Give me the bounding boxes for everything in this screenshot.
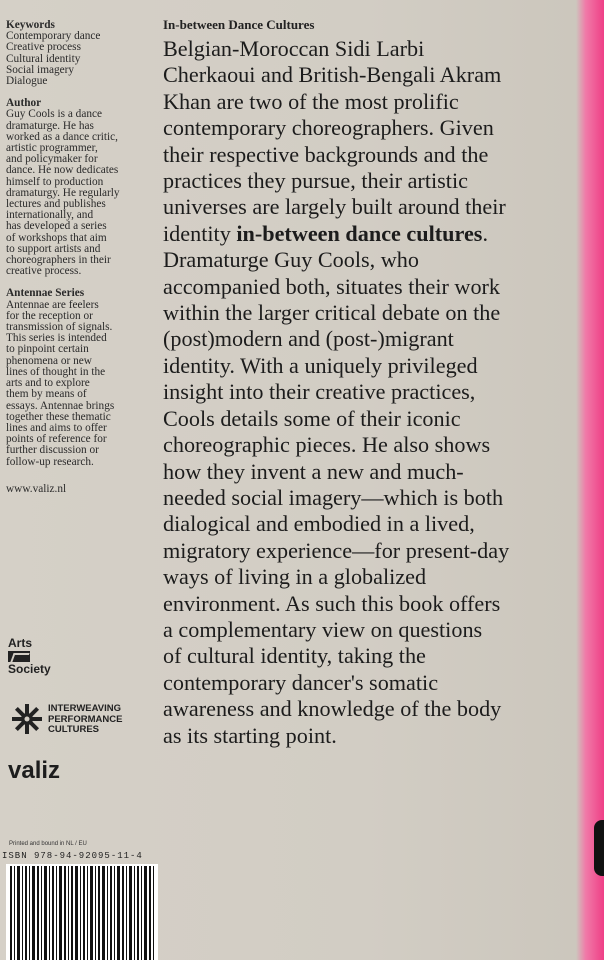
blurb-line: contemporary choreographers. Given bbox=[163, 115, 494, 141]
blurb-line: as its starting point. bbox=[163, 722, 337, 748]
blurb-line: migratory experience—for present-day bbox=[163, 537, 510, 563]
author-line: to support artists and bbox=[6, 242, 101, 255]
keyword: Creative process bbox=[6, 41, 81, 54]
blurb-line: Dramaturge Guy Cools, who bbox=[163, 247, 419, 273]
blurb-line: their respective backgrounds and the bbox=[163, 141, 489, 167]
series-line: them by means of bbox=[6, 388, 87, 401]
blurb-line: identity. With a uniquely privileged bbox=[163, 352, 478, 378]
logo-word: Arts bbox=[8, 636, 33, 650]
black-tab bbox=[594, 820, 604, 876]
barcode-icon bbox=[6, 864, 158, 960]
interweaving-performance-cultures-logo bbox=[10, 702, 160, 742]
blurb-line: Cherkaoui and British-Bengali Akram bbox=[163, 62, 502, 88]
author-line: artistic programmer, bbox=[6, 142, 98, 155]
series-block bbox=[6, 288, 146, 467]
author-line: choreographers in their bbox=[6, 254, 111, 267]
blurb-line: needed social imagery—which is both bbox=[163, 484, 504, 510]
blurb-line: awareness and knowledge of the body bbox=[163, 696, 502, 722]
publisher-logo: valiz bbox=[8, 757, 61, 784]
blurb-line: practices they pursue, their artistic bbox=[163, 168, 468, 194]
series-line: Antennae are feelers bbox=[6, 298, 99, 311]
blurb-text-part: identity bbox=[163, 220, 237, 246]
author-line: dramaturge. He has bbox=[6, 119, 94, 132]
author-line: internationally, and bbox=[6, 209, 94, 222]
author-line: dramaturgy. He regularly bbox=[6, 186, 120, 199]
ipc-logo-text bbox=[48, 704, 122, 736]
blurb-line: Cools details some of their iconic bbox=[163, 405, 461, 431]
blurb-line: environment. As such this book offers bbox=[163, 590, 501, 616]
blurb-line: accompanied both, situates their work bbox=[163, 273, 501, 299]
author-line: worked as a dance critic, bbox=[6, 130, 118, 143]
blurb-line: ways of living in a globalized bbox=[163, 564, 427, 590]
author-line: of workshops that aim bbox=[6, 231, 107, 244]
ipc-word: INTERWEAVING bbox=[48, 703, 122, 714]
keyword: Dialogue bbox=[6, 75, 48, 88]
series-line: lines and aims to offer bbox=[6, 421, 107, 434]
logo-word: Society bbox=[8, 662, 51, 677]
blurb-line bbox=[163, 221, 593, 247]
ipc-word: PERFORMANCE bbox=[48, 713, 123, 725]
keyword: Cultural identity bbox=[6, 52, 81, 65]
series-line: lines of thought in the bbox=[6, 365, 106, 378]
series-line: phenomena or new bbox=[6, 354, 92, 367]
ipc-word: CULTURES bbox=[48, 724, 100, 735]
keyword: Social imagery bbox=[6, 63, 75, 76]
blurb-line: insight into their creative practices, bbox=[163, 379, 476, 405]
blurb-line: dialogical and embodied in a lived, bbox=[163, 511, 475, 537]
series-line: essays. Antennae brings bbox=[6, 399, 115, 412]
printed-note: Printed and bound in NL / EU bbox=[9, 841, 87, 847]
author-line: Guy Cools is a dance bbox=[6, 108, 103, 121]
author-line: has developed a series bbox=[6, 220, 107, 233]
series-line: This series is intended bbox=[6, 332, 107, 345]
series-title: Antennae Series bbox=[6, 287, 85, 300]
author-line: lectures and publishes bbox=[6, 198, 106, 211]
blurb-line: (post)modern and (post-)migrant bbox=[163, 326, 454, 352]
arts-in-society-logo bbox=[8, 637, 68, 687]
blurb-line: a complementary view on questions bbox=[163, 616, 483, 642]
isbn-text: ISBN 978-94-92095-11-4 bbox=[2, 851, 143, 861]
blurb-line: choreographic pieces. He also shows bbox=[163, 432, 491, 458]
series-line: together these thematic bbox=[6, 410, 111, 423]
blurb-line: how they invent a new and much- bbox=[163, 458, 464, 484]
book-title: In-between Dance Cultures bbox=[163, 17, 315, 32]
author-block bbox=[6, 98, 146, 277]
blurb-line: universes are largely built around their bbox=[163, 194, 506, 220]
keywords-block bbox=[6, 20, 146, 87]
website-link[interactable]: www.valiz.nl bbox=[6, 482, 67, 495]
series-line: transmission of signals. bbox=[6, 321, 113, 334]
keywords-title: Keywords bbox=[6, 19, 55, 31]
series-line: for the reception or bbox=[6, 309, 93, 322]
series-line: to pinpoint certain bbox=[6, 343, 89, 356]
series-line: follow-up research. bbox=[6, 455, 94, 468]
keyword: Contemporary dance bbox=[6, 30, 101, 43]
blurb-emphasis: in-between dance cultures bbox=[236, 220, 483, 246]
series-line: arts and to explore bbox=[6, 377, 90, 390]
blurb-line: of cultural identity, taking the bbox=[163, 643, 426, 669]
logo-mark-icon bbox=[8, 651, 30, 662]
series-line: further discussion or bbox=[6, 444, 99, 457]
blurb-line: Belgian-Moroccan Sidi Larbi bbox=[163, 36, 425, 61]
author-line: and policymaker for bbox=[6, 153, 98, 166]
blurb-text bbox=[163, 36, 593, 749]
blurb-text-part: . bbox=[482, 220, 488, 246]
blurb-line: contemporary dancer's somatic bbox=[163, 669, 439, 695]
sidebar bbox=[6, 20, 146, 495]
author-line: dance. He now dedicates bbox=[6, 164, 119, 177]
series-line: points of reference for bbox=[6, 433, 107, 446]
author-title: Author bbox=[6, 97, 42, 110]
barcode bbox=[6, 864, 158, 960]
author-line: creative process. bbox=[6, 265, 82, 278]
author-line: himself to production bbox=[6, 175, 104, 188]
blurb-line: Khan are two of the most prolific bbox=[163, 88, 459, 114]
blurb-line: within the larger critical debate on the bbox=[163, 300, 501, 326]
snowflake-icon bbox=[10, 702, 44, 736]
